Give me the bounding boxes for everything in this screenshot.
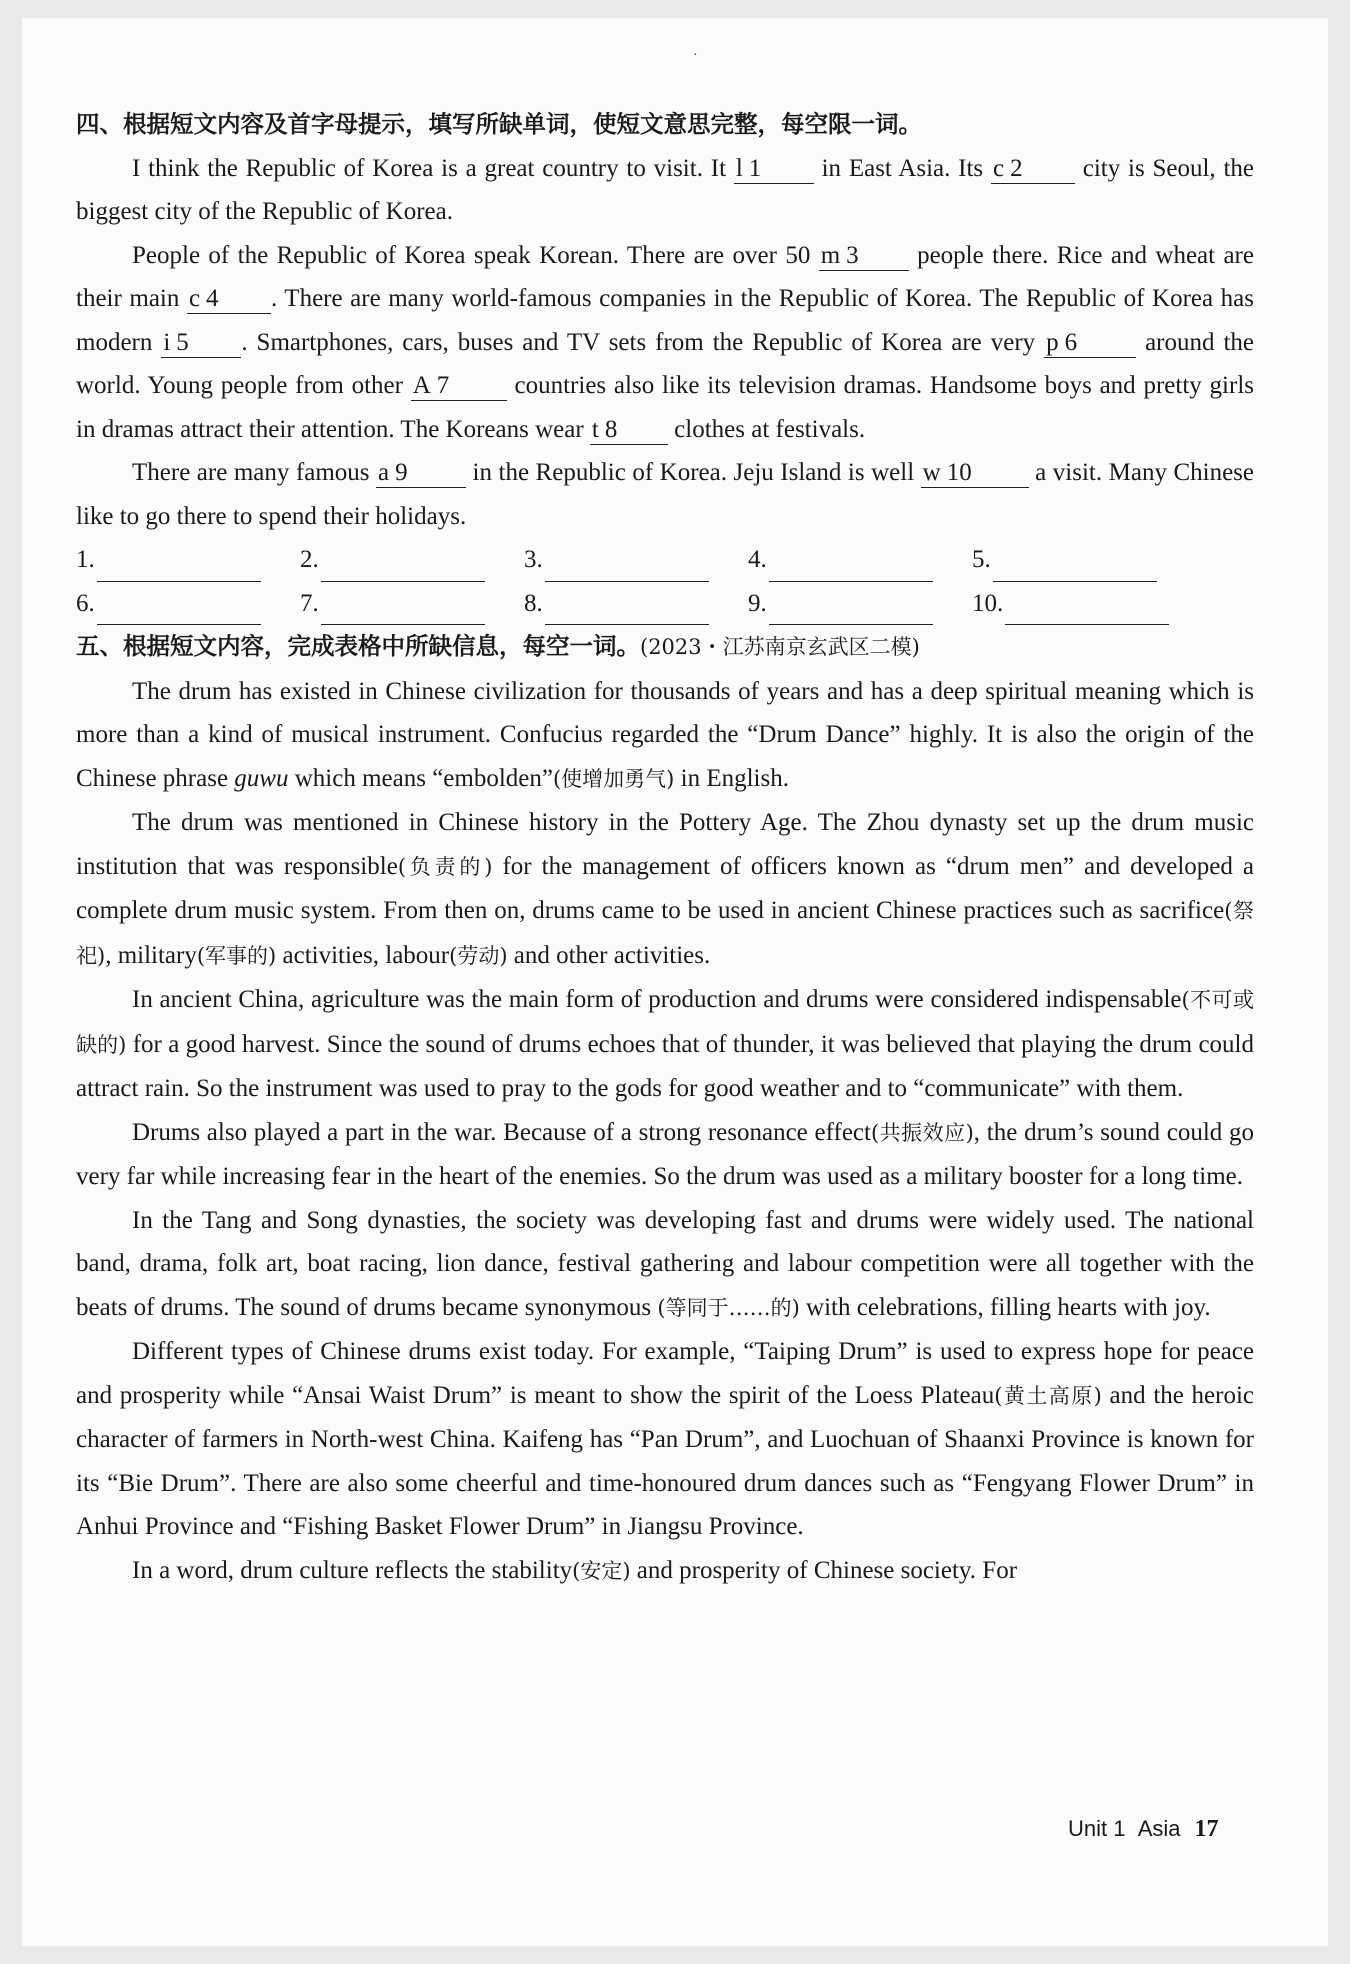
answer-slot-4[interactable]: 4. <box>748 538 972 582</box>
blank-5: i 5 <box>161 329 241 358</box>
answer-slot-6[interactable]: 6. <box>76 582 300 626</box>
answer-slot-3[interactable]: 3. <box>524 538 748 582</box>
s4-paragraph-3: There are many famous a 9 in the Republic of Korea. Jeju Island is well w 10 a visit. Many Chinese like to go there to spend their holidays. <box>76 459 1254 530</box>
blank-6: p 6 <box>1044 329 1136 358</box>
s4-paragraph-1: I think the Republic of Korea is a great country to visit. It l 1 in East Asia. Its c 2 city is Seoul, the biggest city of the Republic of Korea. <box>76 154 1255 225</box>
blank-2: c 2 <box>991 155 1075 184</box>
answer-slot-9[interactable]: 9. <box>748 582 972 626</box>
footer-title: Asia <box>1137 1816 1181 1841</box>
italic-word: guwu <box>234 764 289 792</box>
answer-row-2 <box>76 582 1254 626</box>
blank-10: w 10 <box>921 459 1029 488</box>
blank-1: l 1 <box>734 155 814 184</box>
page-footer <box>1068 1816 1219 1843</box>
answer-slot-10[interactable]: 10. <box>972 582 1196 626</box>
s5-paragraph-3: In ancient China, agriculture was the main form of production and drums were considered indispensable(不可或缺的) for a good harvest. Since the sound of drums echoes that of thunder, it was believed that playing the drum could attract rain. So the instrument was used to pray to the gods for good weather and to “communicate” with them. <box>76 986 1254 1102</box>
answer-slot-7[interactable]: 7. <box>300 582 524 626</box>
blank-3: m 3 <box>819 242 909 271</box>
section-5-heading: 五、根据短文内容，完成表格中所缺信息，每空一词。(2023・江苏南京玄武区二模) <box>76 632 920 660</box>
s4-paragraph-2: People of the Republic of Korea speak Korean. There are over 50 m 3 people there. Rice and wheat are their main c 4 . There are many world-famous companies in the Republic of Korea. The Republic of Korea has modern i 5 . Smartphones, cars, buses and TV sets from the Republic of Korea are very p 6 around the world. Young people from other A 7 countries also like its television dramas. Handsome boys and pretty girls in dramas attract their attention. The Koreans wear t 8 clothes at festivals. <box>76 241 1254 443</box>
answer-slot-2[interactable]: 2. <box>300 538 524 582</box>
s5-paragraph-2: The drum was mentioned in Chinese history in the Pottery Age. The Zhou dynasty set up the drum music institution that was responsible(负责的) for the management of officers known as “drum men” and developed a complete drum music system. From then on, drums came to be used in ancient Chinese practices such as sacrifice(祭祀), military(军事的) activities, labour(劳动) and other activities. <box>76 809 1255 969</box>
page-content <box>76 103 1254 1593</box>
s5-paragraph-1: The drum has existed in Chinese civilization for thousands of years and has a deep spiritual meaning which is more than a kind of musical instrument. Confucius regarded the “Drum Dance” highly. It is also the origin of the Chinese phrase guwu which means “embolden”(使增加勇气) in English. <box>76 677 1254 792</box>
s5-paragraph-4: Drums also played a part in the war. Because of a strong resonance effect(共振效应), the drum’s sound could go very far while increasing fear in the heart of the enemies. So the drum was used as a military booster for a long time. <box>76 1118 1255 1190</box>
answer-slot-1[interactable]: 1. <box>76 538 300 582</box>
blank-8: t 8 <box>590 416 668 445</box>
s5-paragraph-6: Different types of Chinese drums exist today. For example, “Taiping Drum” is used to express hope for peace and prosperity while “Ansai Waist Drum” is meant to show the spirit of the Loess Plateau(黄土高原) and the heroic character of farmers in North-west China. Kaifeng has “Pan Drum”, and Luochuan of Shaanxi Province is known for its “Bie Drum”. There are also some cheerful and time-honoured drum dances such as “Fengyang Flower Drum” in Anhui Province and “Fishing Basket Flower Drum” in Jiangsu Province. <box>76 1338 1255 1540</box>
top-mark: · <box>693 48 698 63</box>
page-number: 17 <box>1194 1816 1219 1842</box>
source-note: (2023・江苏南京玄武区二模) <box>640 635 920 659</box>
answer-slot-5[interactable]: 5. <box>972 538 1196 582</box>
s5-paragraph-5: In the Tang and Song dynasties, the society was developing fast and drums were widely used. The national band, drama, folk art, boat racing, lion dance, festival gathering and labour competition were all together with the beats of drums. The sound of drums became synonymous (等同于……的) with celebrations, filling hearts with joy. <box>76 1206 1254 1321</box>
blank-9: a 9 <box>376 459 466 488</box>
blank-4: c 4 <box>187 285 271 314</box>
answer-slot-8[interactable]: 8. <box>524 582 748 626</box>
worksheet-page <box>22 18 1328 1946</box>
section-4-heading: 四、根据短文内容及首字母提示，填写所缺单词，使短文意思完整，每空限一词。 <box>76 110 922 138</box>
s5-paragraph-7: In a word, drum culture reflects the stability(安定) and prosperity of Chinese society. For <box>132 1556 1018 1584</box>
footer-unit: Unit 1 <box>1068 1816 1126 1841</box>
blank-7: A 7 <box>411 372 507 401</box>
answer-row-1 <box>76 538 1254 582</box>
